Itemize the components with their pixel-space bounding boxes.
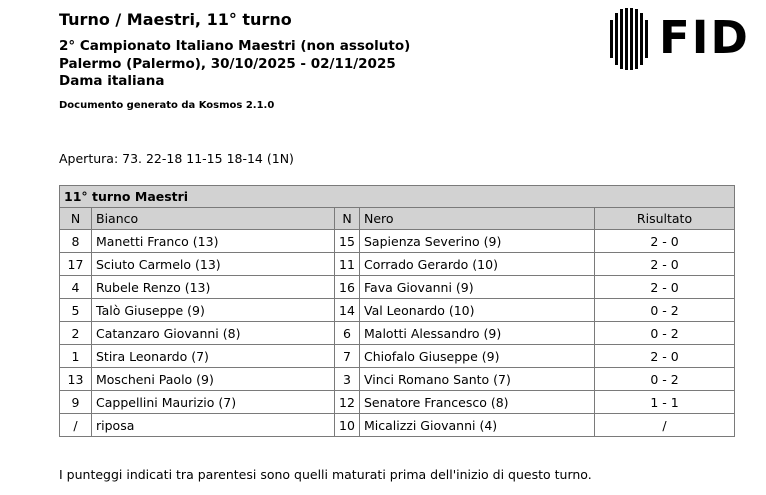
black-player-name: Malotti Alessandro (9)	[360, 322, 595, 345]
white-player-number: 1	[60, 345, 92, 368]
table-row	[60, 322, 735, 345]
event-location-dates: Palermo (Palermo), 30/10/2025 - 02/11/2025	[59, 56, 396, 72]
header-n-black: N	[335, 208, 360, 230]
pairings-table	[59, 185, 735, 437]
footnote: I punteggi indicati tra parentesi sono quelli maturati prima dell'inizio di questo turno.	[59, 467, 592, 482]
header-result: Risultato	[595, 208, 735, 230]
white-player-name: Moscheni Paolo (9)	[92, 368, 335, 391]
black-player-name: Chiofalo Giuseppe (9)	[360, 345, 595, 368]
white-player-name: riposa	[92, 414, 335, 437]
table-row	[60, 345, 735, 368]
black-player-number: 15	[335, 230, 360, 253]
table-row	[60, 276, 735, 299]
white-player-name: Cappellini Maurizio (7)	[92, 391, 335, 414]
table-row	[60, 368, 735, 391]
white-player-name: Rubele Renzo (13)	[92, 276, 335, 299]
game-result: 2 - 0	[595, 276, 735, 299]
game-result: 1 - 1	[595, 391, 735, 414]
black-player-name: Corrado Gerardo (10)	[360, 253, 595, 276]
game-result: 0 - 2	[595, 322, 735, 345]
logo-text: FID	[659, 11, 750, 64]
black-player-name: Micalizzi Giovanni (4)	[360, 414, 595, 437]
page-title: Turno / Maestri, 11° turno	[59, 10, 292, 29]
game-result: 2 - 0	[595, 345, 735, 368]
black-player-number: 7	[335, 345, 360, 368]
fid-logo	[610, 8, 750, 70]
black-player-name: Sapienza Severino (9)	[360, 230, 595, 253]
opening-line: Apertura: 73. 22-18 11-15 18-14 (1N)	[59, 151, 294, 166]
table-row	[60, 391, 735, 414]
black-player-number: 3	[335, 368, 360, 391]
header-n-white: N	[60, 208, 92, 230]
generated-by-note: Documento generato da Kosmos 2.1.0	[59, 100, 275, 111]
white-player-name: Stira Leonardo (7)	[92, 345, 335, 368]
black-player-number: 12	[335, 391, 360, 414]
white-player-number: 9	[60, 391, 92, 414]
game-result: 2 - 0	[595, 253, 735, 276]
white-player-number: 4	[60, 276, 92, 299]
white-player-number: 2	[60, 322, 92, 345]
black-player-number: 16	[335, 276, 360, 299]
column-header-row	[60, 208, 735, 230]
championship-title: 2° Campionato Italiano Maestri (non assoluto)	[59, 38, 411, 54]
game-result: 2 - 0	[595, 230, 735, 253]
logo-stripes-icon	[610, 8, 652, 70]
black-player-name: Fava Giovanni (9)	[360, 276, 595, 299]
game-result: /	[595, 414, 735, 437]
black-player-name: Senatore Francesco (8)	[360, 391, 595, 414]
round-title-row	[60, 186, 735, 208]
white-player-name: Manetti Franco (13)	[92, 230, 335, 253]
black-player-number: 10	[335, 414, 360, 437]
table-row	[60, 253, 735, 276]
game-variant: Dama italiana	[59, 73, 165, 89]
table-row	[60, 414, 735, 437]
white-player-name: Sciuto Carmelo (13)	[92, 253, 335, 276]
white-player-name: Catanzaro Giovanni (8)	[92, 322, 335, 345]
white-player-number: 17	[60, 253, 92, 276]
round-title: 11° turno Maestri	[60, 186, 735, 208]
table-row	[60, 299, 735, 322]
black-player-number: 14	[335, 299, 360, 322]
table-row	[60, 230, 735, 253]
white-player-name: Talò Giuseppe (9)	[92, 299, 335, 322]
game-result: 0 - 2	[595, 299, 735, 322]
black-player-name: Val Leonardo (10)	[360, 299, 595, 322]
game-result: 0 - 2	[595, 368, 735, 391]
white-player-number: /	[60, 414, 92, 437]
white-player-number: 5	[60, 299, 92, 322]
white-player-number: 8	[60, 230, 92, 253]
black-player-number: 11	[335, 253, 360, 276]
white-player-number: 13	[60, 368, 92, 391]
black-player-name: Vinci Romano Santo (7)	[360, 368, 595, 391]
black-player-number: 6	[335, 322, 360, 345]
header-black: Nero	[360, 208, 595, 230]
header-white: Bianco	[92, 208, 335, 230]
